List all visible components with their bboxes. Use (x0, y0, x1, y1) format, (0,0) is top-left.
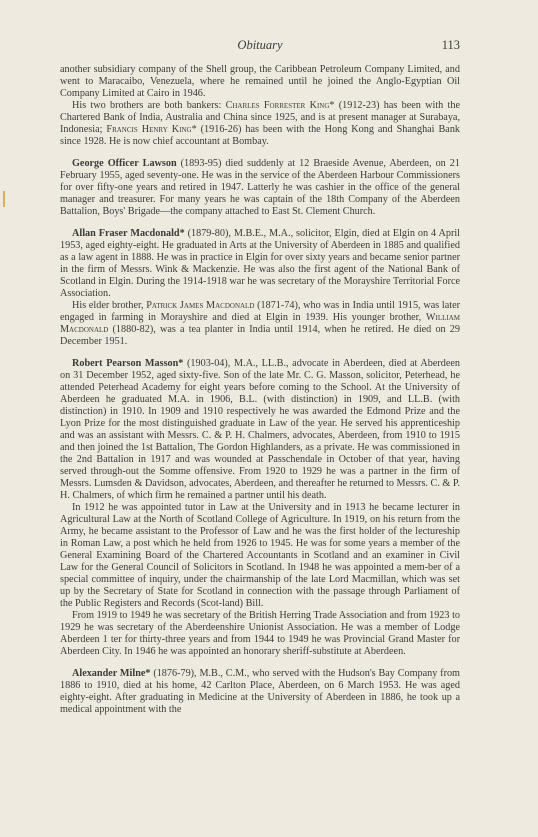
paragraph-text: (1871-74), who was in India until 1915, was later engaged in farming in Morayshire and died at Elgin in 1939. His younger brother, (60, 300, 460, 323)
paragraph-king-brothers (60, 100, 460, 148)
paragraph-macdonald-brothers (60, 300, 460, 348)
paragraph-masson-associations (60, 610, 460, 658)
person-name: Patrick James Macdonald (146, 300, 255, 311)
paragraph-text: (1880-82), was a tea planter in India until 1914, when he retired. He died on 29 December 1951. (60, 324, 460, 347)
entry-name: Robert Pearson Masson* (72, 358, 184, 369)
margin-mark (3, 191, 5, 207)
paragraph-text: * (1916-26) has been with the Hong Kong and Shanghai Bank since 1928. He is now chief accountant at Bombay. (60, 124, 461, 147)
paragraph-text: From 1919 to 1949 he was secretary of the British Herring Trade Association and from 1923 to 1929 he was secretary of the Aberdeenshire Unionist Association. He was a member of Lodge Aberdeen 1 ter for thirty-three years and from 1944 to 1949 he was Provincial Grand Master for Aberdeen City. In 1946 he was appointed an honorary sheriff-substitute at Aberdeen. (60, 610, 460, 657)
entry-text: (1893-95) died suddenly at 12 Braeside Avenue, Aberdeen, on 21 February 1955, aged seventy-one. He was in the service of the Aberdeen Harbour Commissioners for over fifty-one years and retired in 1947. Latterly he was cashier in the office of the general manager and treasurer. For many years he was captain of the 18th Company of the Aberdeen Battalion, Boys' Brigade—the company attached to East St. Clement Church. (60, 158, 460, 217)
page-header (60, 38, 460, 54)
paragraph-text: another subsidiary company of the Shell group, the Caribbean Petroleum Company Limited, and went to Maracaibo, Venezuela, where he remained until he joined the Anglo-Egyptian Oil Company Limited at Cairo in 1946. (60, 64, 460, 99)
entry-text: (1903-04), M.A., LL.B., advocate in Aberdeen, died at Aberdeen on 31 December 1952, aged sixty-five. Son of the late Mr. C. G. Masson, solicitor, Peterhead, he attended Peterhead Academy for eight years before coming to the School. At the University of Aberdeen he graduated M.A. in 1906, B.L. (with distinction) in 1909, and LL.B. (with distinction) in 1910. In 1909 and 1910 respectively he was awarded the Edmond Prize and the Lyon Prize for the most distinguished graduate in Law of the year. He served his apprenticeship and was an assistant with Messrs. C. & P. H. Chalmers, advocates, Aberdeen, from 1910 to 1915 and then joined the 1st Battalion, The Gordon Highlanders, as a private. He was commissioned in the 2nd Battalion in 1917 and was wounded at Passchendale in October of that year, having served through-out the Somme offensive. From 1920 to 1929 he was a partner in the firm of Messrs. Lumsden & Davidson, advocates, Aberdeen, and thereafter he returned to Messrs. C. & P. H. Chalmers, of which firm he remained a partner until his death. (60, 358, 460, 501)
obituary-entry-lawson (60, 158, 460, 218)
entry-name: Allan Fraser Macdonald* (72, 228, 185, 239)
paragraph-text: His two brothers are both bankers: (72, 100, 226, 111)
person-name: William Macdonald (60, 312, 460, 335)
person-name: Francis Henry King (106, 124, 192, 135)
page-body (60, 64, 460, 716)
page-number: 113 (441, 38, 460, 52)
obituary-entry-macdonald (60, 228, 460, 300)
entry-name: George Officer Lawson (72, 158, 177, 169)
entry-text: (1876-79), M.B., C.M., who served with the Hudson's Bay Company from 1886 to 1910, died at his home, 42 Carlton Place, Aberdeen, on 6 March 1953. He was aged eighty-eight. After graduating in Medicine at the University of Aberdeen in 1886, he took up a medical appointment with the (60, 668, 460, 715)
paragraph-masson-career (60, 502, 460, 610)
paragraph-text: * (1912-23) has been with the Chartered Bank of India, Australia and China since 1925, and is at present manager at Surabaya, Indonesia; (60, 100, 460, 135)
paragraph-continuation (60, 64, 460, 100)
paragraph-text: In 1912 he was appointed tutor in Law at the University and in 1913 he became lecturer in Agricultural Law at the North of Scotland College of Agriculture. In 1919, on his return from the Army, he became assistant to the Professor of Law and he was the first holder of the lectureship in Roman Law, a post which he held from 1926 to 1945. He was for some years a member of the General Examining Board of the Chartered Accountants in Scotland and an examiner in Civil Law for the General Council of Solicitors in Scotland. In 1948 he was appointed a mem-ber of a special committee of inquiry, under the chairmanship of the late Lord Macmillan, which was set up by the Secretary of State for Scotland in connection with the passage through Parliament of the Public Registers and Records (Scot-land) Bill. (60, 502, 460, 609)
obituary-entry-milne (60, 668, 460, 716)
paragraph-text: His elder brother, (72, 300, 147, 311)
obituary-entry-masson (60, 358, 460, 502)
running-head: Obituary (237, 38, 283, 52)
person-name: Charles Forrester King (225, 100, 330, 111)
entry-name: Alexander Milne* (72, 668, 151, 679)
entry-text: (1879-80), M.B.E., M.A., solicitor, Elgin, died at Elgin on 4 April 1953, aged eighty-eight. He graduated in Arts at the University of Aberdeen in 1885 and qualified as a law agent in 1888. He was in practice in Elgin for over sixty years and became senior partner in the firm of Messrs. Wink & Mackenzie. He was also the first agent of the National Bank of Scotland in Elgin. During the 1914-1918 war he was secretary of the Morayshire Territorial Force Association. (60, 228, 461, 299)
